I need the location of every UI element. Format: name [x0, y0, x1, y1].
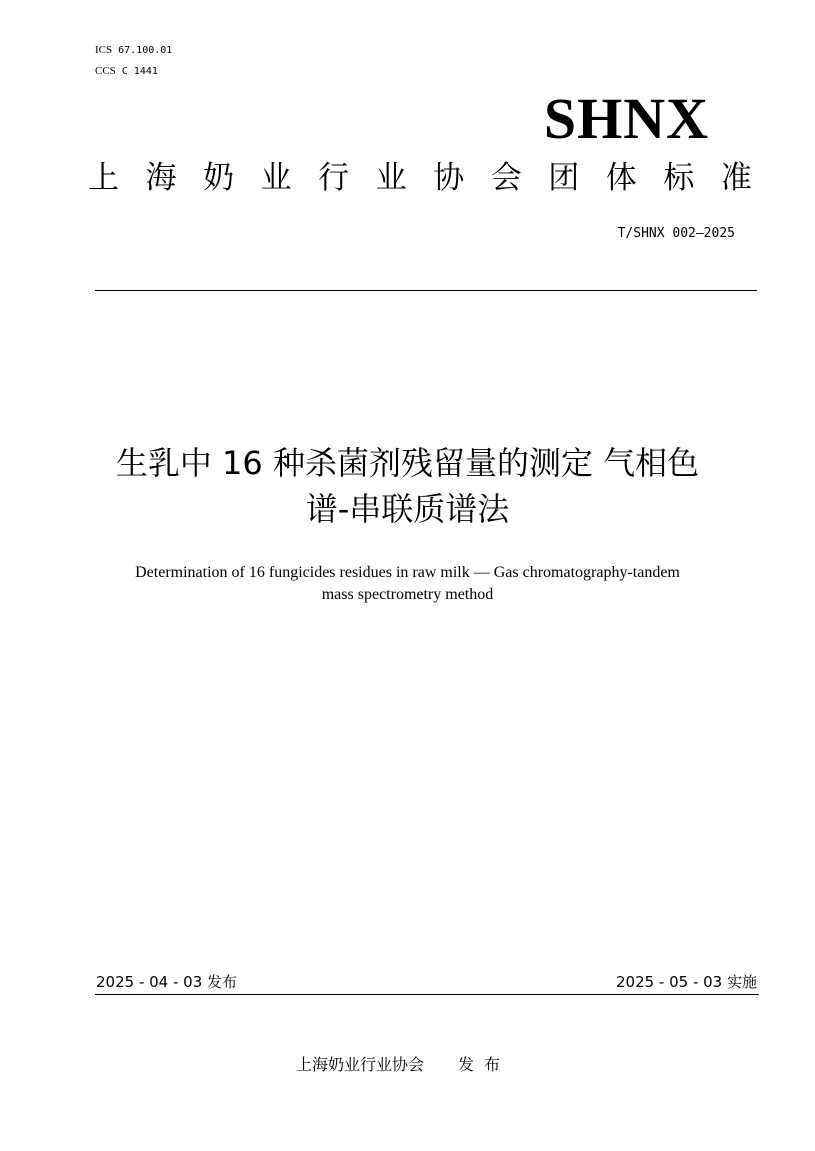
publisher-line: [296, 1053, 510, 1077]
org-title-char: 团: [548, 160, 580, 196]
org-title-char: 准: [720, 160, 752, 196]
ccs-label: CCS: [95, 65, 116, 77]
org-title-char: 行: [318, 160, 350, 196]
ics-row: [95, 40, 172, 61]
publisher-name: 上海奶业行业协会: [296, 1055, 425, 1074]
english-title-line: mass spectrometry method: [321, 586, 494, 603]
classification-block: [95, 40, 172, 82]
chinese-title-line: 谱-串联质谱法: [305, 490, 510, 528]
chinese-title-line: 生乳中 16 种杀菌剂残留量的测定 气相色: [115, 444, 700, 482]
ics-label: ICS: [95, 44, 113, 56]
org-title-char: 体: [605, 160, 637, 196]
org-standard-title: [88, 155, 752, 201]
ics-value: 67.100.01: [118, 45, 173, 56]
english-title: [80, 562, 735, 606]
publish-action: 发布: [458, 1055, 511, 1074]
org-title-char: 海: [145, 160, 177, 196]
org-title-char: 业: [260, 160, 292, 196]
brand-logo-text: SHNX: [543, 86, 709, 151]
issue-date: 2025 - 04 - 03 发布: [96, 973, 238, 991]
header-divider: [95, 290, 757, 291]
org-title-char: 协: [433, 160, 465, 196]
standard-number: T/SHNX 002—2025: [617, 226, 735, 241]
chinese-title: [80, 440, 735, 532]
org-title-char: 业: [375, 160, 407, 196]
footer-divider: [95, 994, 759, 995]
org-title-char: 奶: [203, 160, 235, 196]
ccs-value: C 1441: [121, 66, 158, 77]
english-title-line: Determination of 16 fungicides residues in raw milk — Gas chromatography-tandem: [135, 564, 680, 581]
implementation-date: 2025 - 05 - 03 实施: [615, 973, 757, 991]
ccs-row: [95, 61, 172, 82]
org-title-char: 标: [663, 160, 695, 196]
org-title-char: 上: [88, 160, 119, 196]
org-title-char: 会: [490, 160, 522, 196]
